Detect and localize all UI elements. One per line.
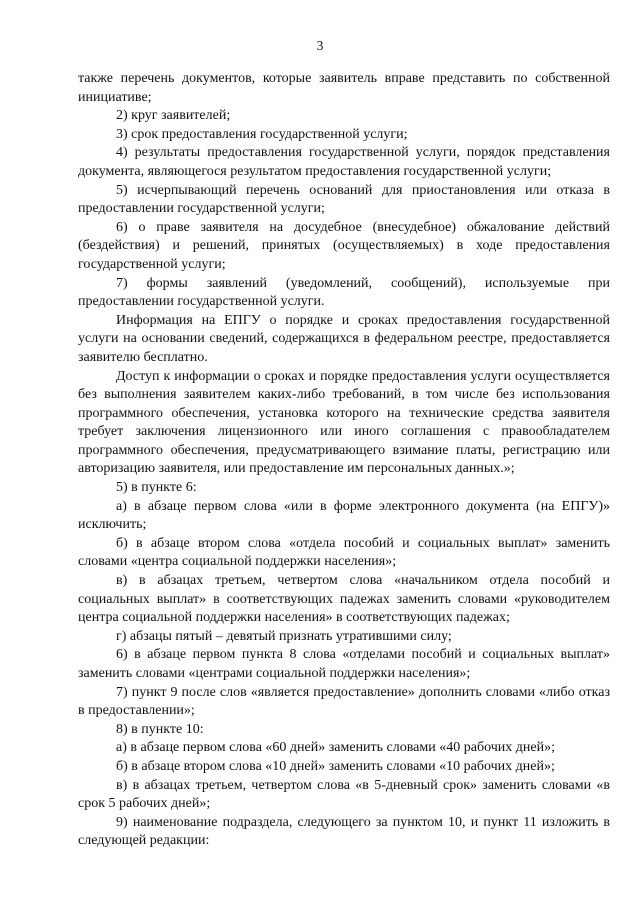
paragraph: 4) результаты предоставления государственной услуги, порядок представления документа, являющегося результатом предоставления государственной услуги; [78,145,610,179]
paragraph: 6) в абзаце первом пункта 8 слова «отделами пособий и социальных выплат» заменить словами «центрами социальной поддержки населения»; [78,647,610,681]
paragraph: б) в абзаце втором слова «10 дней» заменить словами «10 рабочих дней»; [116,758,555,774]
paragraph: 5) в пункте 6: [116,480,197,496]
paragraph: б) в абзаце втором слова «отдела пособий и социальных выплат» заменить словами «центра социальной поддержки населения»; [78,535,610,570]
paragraph: 6) о праве заявителя на досудебное (внесудебное) обжалование действий (бездействия) и решений, принятых (осуществляемых) в ходе предоставления государственной услуги; [78,219,610,272]
page-number: 3 [316,38,324,53]
paragraph-continuation: также перечень документов, которые заявитель вправе представить по собственной инициативе; [78,71,610,105]
paragraph: а) в абзаце первом слова «60 дней» заменить словами «40 рабочих дней»; [116,740,555,756]
paragraph: г) абзацы пятый – девятый признать утратившими силу; [116,628,452,644]
paragraph: 3) срок предоставления государственной услуги; [116,126,408,142]
paragraph: 5) исчерпывающий перечень оснований для приостановления или отказа в предоставлении государственной услуги; [78,182,610,217]
paragraph: Доступ к информации о сроках и порядке предоставления услуги осуществляется без выполнения заявителем каких-либо требований, в том числе без использования программного обеспечения, установка которого на технические средства заявителя требует заключения лицензионного или иного соглашения с правообладателем программного обеспечения, предусматривающего взимание платы, регистрацию или авторизацию заявителя, или предоставление им персональных данных.»; [78,368,610,477]
paragraph: Информация на ЕПГУ о порядке и сроках предоставления государственной услуги на основании сведений, содержащихся в федеральном реестре, предоставляется заявителю бесплатно. [78,312,610,365]
paragraph: в) в абзацах третьем, четвертом слова «начальником отдела пособий и социальных выплат» в соответствующих падежах заменить словами «руководителем центра социальной поддержки населения» в соответствующих падежах; [78,573,610,626]
paragraph: 7) формы заявлений (уведомлений, сообщений), используемые при предоставлении государственной услуги. [78,275,610,310]
paragraph: 9) наименование подраздела, следующего за пунктом 10, и пункт 11 изложить в следующей редакции: [78,814,610,849]
paragraph: а) в абзаце первом слова «или в форме электронного документа (на ЕПГУ)» исключить; [78,498,610,533]
document-body [78,70,610,851]
paragraph: в) в абзацах третьем, четвертом слова «в 5-дневный срок» заменить словами «в срок 5 рабочих дней»; [78,777,610,812]
paragraph: 8) в пункте 10: [116,721,204,737]
paragraph: 2) круг заявителей; [116,108,231,124]
paragraph: 7) пункт 9 после слов «является предоставление» дополнить словами «либо отказ в предоставлении»; [78,684,610,719]
